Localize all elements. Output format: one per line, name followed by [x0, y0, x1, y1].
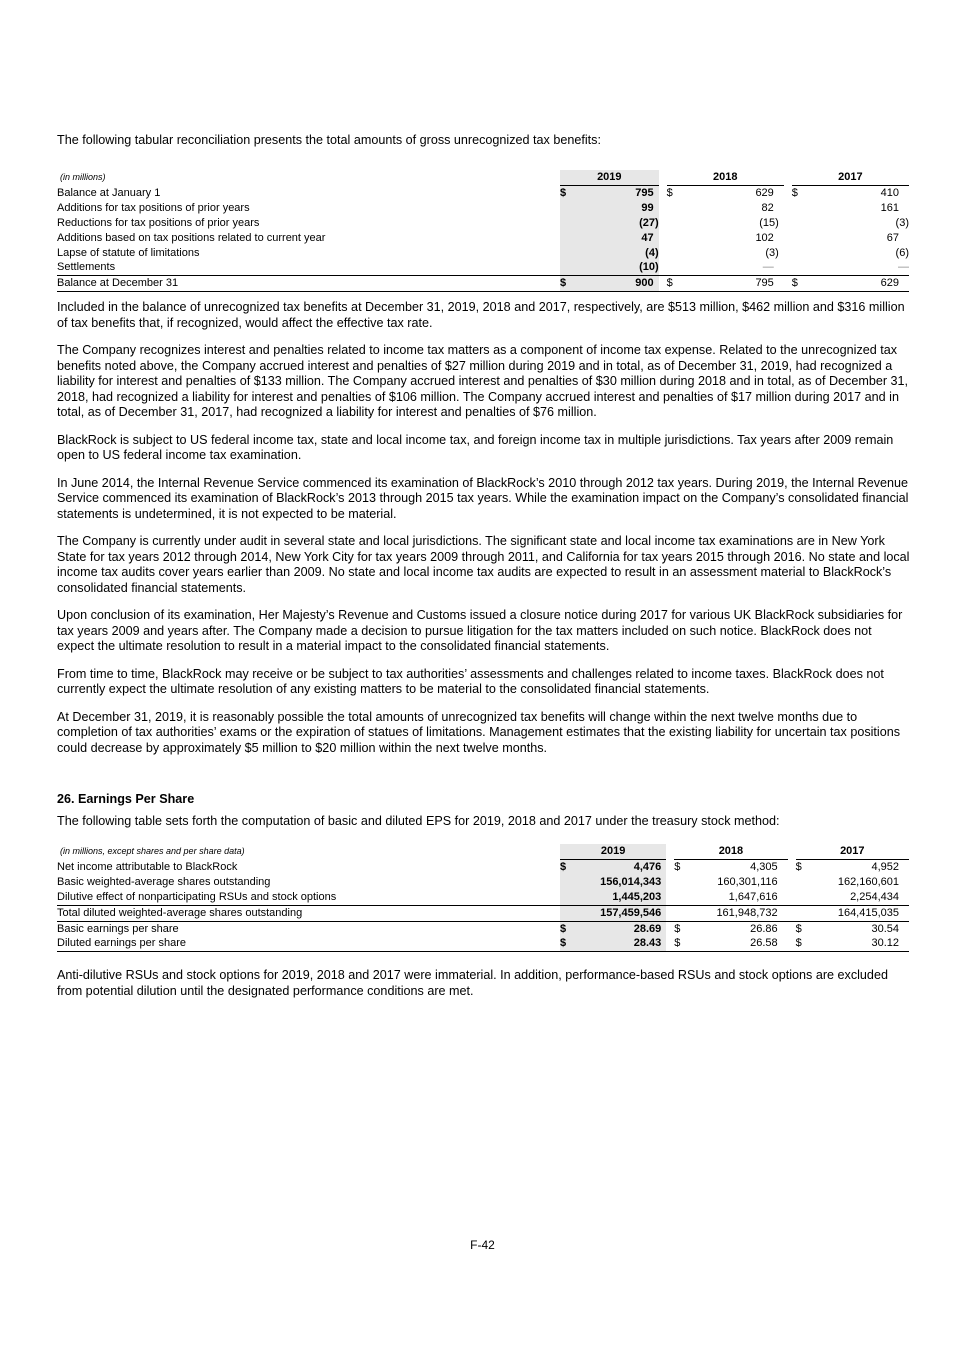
table-row — [57, 936, 909, 951]
currency-symbol — [667, 246, 679, 261]
table-row — [57, 231, 909, 246]
eps-table-intro: The following table sets forth the computation of basic and diluted EPS for 2019, 2018 and 2017 under the treasury stock method: — [57, 814, 780, 828]
table-row — [57, 260, 909, 275]
currency-symbol: $ — [796, 921, 808, 936]
currency-symbol — [667, 260, 679, 275]
tax-paragraphs — [57, 300, 912, 768]
paragraph: At December 31, 2019, it is reasonably possible the total amounts of unrecognized tax benefits will change within the next twelve months due to completion of tax authorities’ exams or the expiration of statues of limitations. Management estimates that the existing liability for uncertain tax positions could decrease by approximately $5 million to $20 million within the next twelve months. — [57, 709, 901, 755]
row-label: Settlements — [57, 261, 116, 274]
row-label: Lapse of statute of limitations — [57, 246, 200, 259]
currency-symbol — [560, 246, 572, 261]
value-2017: (3) — [895, 216, 909, 229]
value-2018: 26.58 — [686, 936, 787, 951]
row-label: Total diluted weighted-average shares outstanding — [57, 905, 560, 921]
currency-symbol: $ — [674, 936, 686, 951]
value-2019: (4) — [572, 246, 659, 261]
row-label: Basic earnings per share — [57, 921, 560, 936]
row-label: Diluted earnings per share — [57, 936, 560, 951]
value-2018: 629 — [755, 186, 774, 199]
row-label: Balance at December 31 — [57, 276, 560, 292]
value-2018: 82 — [761, 201, 774, 214]
currency-symbol — [560, 890, 572, 905]
value-2017: 164,415,035 — [808, 905, 909, 921]
row-label: Dilutive effect of nonparticipating RSUs and stock options — [57, 890, 337, 903]
value-2017: 30.54 — [808, 921, 909, 936]
value-2017: 410 — [880, 186, 899, 199]
paragraph: BlackRock is subject to US federal income tax, state and local income tax, and foreign income tax in multiple jurisdictions. Tax years after 2009 remain open to US federal income tax examination. — [57, 432, 894, 462]
value-2017: 30.12 — [808, 936, 909, 951]
currency-symbol — [560, 216, 572, 231]
currency-symbol: $ — [560, 185, 572, 200]
currency-symbol — [674, 890, 686, 905]
currency-symbol — [560, 201, 572, 216]
row-label: Additions based on tax positions related to current year — [57, 231, 326, 244]
currency-symbol — [667, 231, 679, 246]
currency-symbol: $ — [792, 276, 804, 292]
unit-label: (in millions) — [60, 172, 106, 183]
currency-symbol: $ — [791, 186, 798, 199]
table-row — [57, 859, 909, 874]
value-2017: — — [898, 261, 909, 274]
currency-symbol — [560, 231, 572, 246]
table-header-row — [57, 844, 909, 859]
value-2018: 4,305 — [750, 860, 778, 873]
value-2018: 26.86 — [686, 921, 787, 936]
table-row — [57, 201, 909, 216]
page-number: F-42 — [470, 1238, 495, 1252]
paragraph: From time to time, BlackRock may receive or be subject to tax authorities’ assessments and challenges related to income taxes. BlackRock does not currently expect the ultimate resolution of any existing matters to be material to the consolidated financial statements. — [57, 666, 884, 696]
section-heading: 26. Earnings Per Share — [57, 792, 195, 806]
value-2017: 4,952 — [871, 860, 899, 873]
currency-symbol: $ — [666, 186, 673, 199]
currency-symbol — [792, 231, 804, 246]
currency-symbol — [796, 875, 808, 890]
currency-symbol — [674, 905, 686, 921]
value-2019: 99 — [572, 201, 659, 216]
currency-symbol — [560, 875, 572, 890]
year-2019-header: 2019 — [560, 170, 659, 185]
value-2019: 795 — [572, 185, 659, 200]
value-2019: 157,459,546 — [572, 905, 666, 921]
year-2018-header: 2018 — [667, 170, 784, 185]
currency-symbol: $ — [560, 859, 572, 874]
value-2019: 1,445,203 — [572, 890, 666, 905]
row-label: Basic weighted-average shares outstanding — [57, 875, 271, 888]
currency-symbol — [560, 905, 572, 921]
tax-table-intro: The following tabular reconciliation presents the total amounts of gross unrecognized tax benefits: — [57, 133, 601, 147]
currency-symbol — [667, 201, 679, 216]
value-2019: 47 — [572, 231, 659, 246]
currency-symbol: $ — [795, 860, 802, 873]
currency-symbol — [674, 875, 686, 890]
currency-symbol: $ — [560, 276, 572, 292]
currency-symbol — [667, 216, 679, 231]
value-2018: 161,948,732 — [686, 905, 787, 921]
table-row — [57, 875, 909, 890]
currency-symbol — [792, 216, 804, 231]
table-row — [57, 246, 909, 261]
value-2019: (10) — [572, 260, 659, 275]
table-row — [57, 216, 909, 231]
paragraph: Upon conclusion of its examination, Her Majesty’s Revenue and Customs issued a closure notice during 2017 for various UK BlackRock subsidiaries for tax years 2009 and years after. The Company made a decision to pursue litigation for the tax matters included on such notice. BlackRock does not expect the ultimate resolution to result in a material impact to the consolidated financial statements. — [57, 608, 903, 653]
value-2018: 102 — [755, 231, 774, 244]
currency-symbol: $ — [560, 936, 572, 951]
value-2019: 900 — [572, 276, 659, 292]
currency-symbol — [792, 201, 804, 216]
currency-symbol: $ — [674, 860, 681, 873]
currency-symbol — [560, 260, 572, 275]
table-row — [57, 185, 909, 200]
year-2018-header: 2018 — [674, 844, 787, 859]
table-row-total — [57, 905, 909, 921]
paragraph: The Company is currently under audit in several state and local jurisdictions. The significant state and local income tax examinations are in New York State for tax years 2012 through 2014, New York City for tax years 2009 through 2011, and California for tax years 2015 through 2016. No state and local income tax audits cover years earlier than 2009. No state and local income tax audits are expected to result in an assessment material to BlackRock’s consolidated financial statements. — [57, 534, 910, 595]
currency-symbol: $ — [667, 276, 679, 292]
unit-label: (in millions, except shares and per share data) — [60, 846, 245, 857]
value-2018: (3) — [765, 246, 779, 259]
year-2019-header: 2019 — [560, 844, 666, 859]
value-2019: (27) — [572, 216, 659, 231]
anti-dilutive-note: Anti-dilutive RSUs and stock options for 2019, 2018 and 2017 were immaterial. In addition, performance-based RSUs and stock options are excluded from potential dilution until the designated performance conditions are met. — [57, 968, 888, 998]
year-2017-header: 2017 — [792, 170, 909, 185]
row-label: Net income attributable to BlackRock — [57, 860, 238, 873]
value-2019: 4,476 — [572, 859, 666, 874]
paragraph: Included in the balance of unrecognized tax benefits at December 31, 2019, 2018 and 2017, respectively, are $513 million, $462 million and $316 million of tax benefits that, if recognized, would affect the effective tax rate. — [57, 300, 905, 330]
table-row — [57, 890, 909, 905]
value-2018: 795 — [679, 276, 784, 292]
value-2018: 160,301,116 — [717, 875, 778, 888]
currency-symbol: $ — [674, 921, 686, 936]
value-2017: 2,254,434 — [850, 890, 899, 903]
value-2017: 629 — [804, 276, 909, 292]
table-header-row — [57, 170, 909, 185]
paragraph: In June 2014, the Internal Revenue Service commenced its examination of BlackRock’s 2010 through 2012 tax years. During 2019, the Internal Revenue Service commenced its examination of BlackRock’s 2013 through 2015 tax years. While the examination impact on the Company’s consolidated financial statements is undetermined, it is not expected to be material. — [57, 475, 909, 521]
value-2018: 1,647,616 — [728, 890, 778, 903]
row-label: Balance at January 1 — [57, 186, 161, 199]
table-row — [57, 921, 909, 936]
row-label: Reductions for tax positions of prior years — [57, 216, 260, 229]
table-row-total — [57, 276, 909, 292]
currency-symbol: $ — [796, 936, 808, 951]
paragraph: The Company recognizes interest and penalties related to income tax matters as a component of income tax expense. Related to the unrecognized tax benefits noted above, the Company accrued interest and penalties of $27 million during 2019 and in total, as of December 31, 2019, had recognized a liability for interest and penalties of $133 million. The Company accrued interest and penalties of $30 million during 2018 and in total, as of December 31, 2018, had recognized a liability for interest and penalties of $106 million. The Company accrued interest and penalties of $17 million during 2017 and in total, as of December 31, 2017, had recognized a liability for interest and penalties of $76 million. — [57, 343, 909, 419]
value-2019: 28.43 — [572, 936, 666, 951]
earnings-per-share-table — [57, 844, 909, 952]
value-2017: 161 — [880, 201, 899, 214]
value-2019: 156,014,343 — [572, 875, 666, 890]
currency-symbol — [796, 890, 808, 905]
currency-symbol: $ — [560, 921, 572, 936]
unrecognized-tax-benefits-table — [57, 170, 909, 292]
value-2017: 67 — [886, 231, 899, 244]
row-label: Additions for tax positions of prior years — [57, 201, 250, 214]
year-2017-header: 2017 — [796, 844, 909, 859]
value-2019: 28.69 — [572, 921, 666, 936]
value-2017: (6) — [895, 246, 909, 259]
value-2018: — — [762, 261, 774, 274]
value-2017: 162,160,601 — [837, 875, 899, 888]
currency-symbol — [792, 260, 804, 275]
value-2018: (15) — [759, 216, 779, 229]
currency-symbol — [796, 905, 808, 921]
currency-symbol — [792, 246, 804, 261]
